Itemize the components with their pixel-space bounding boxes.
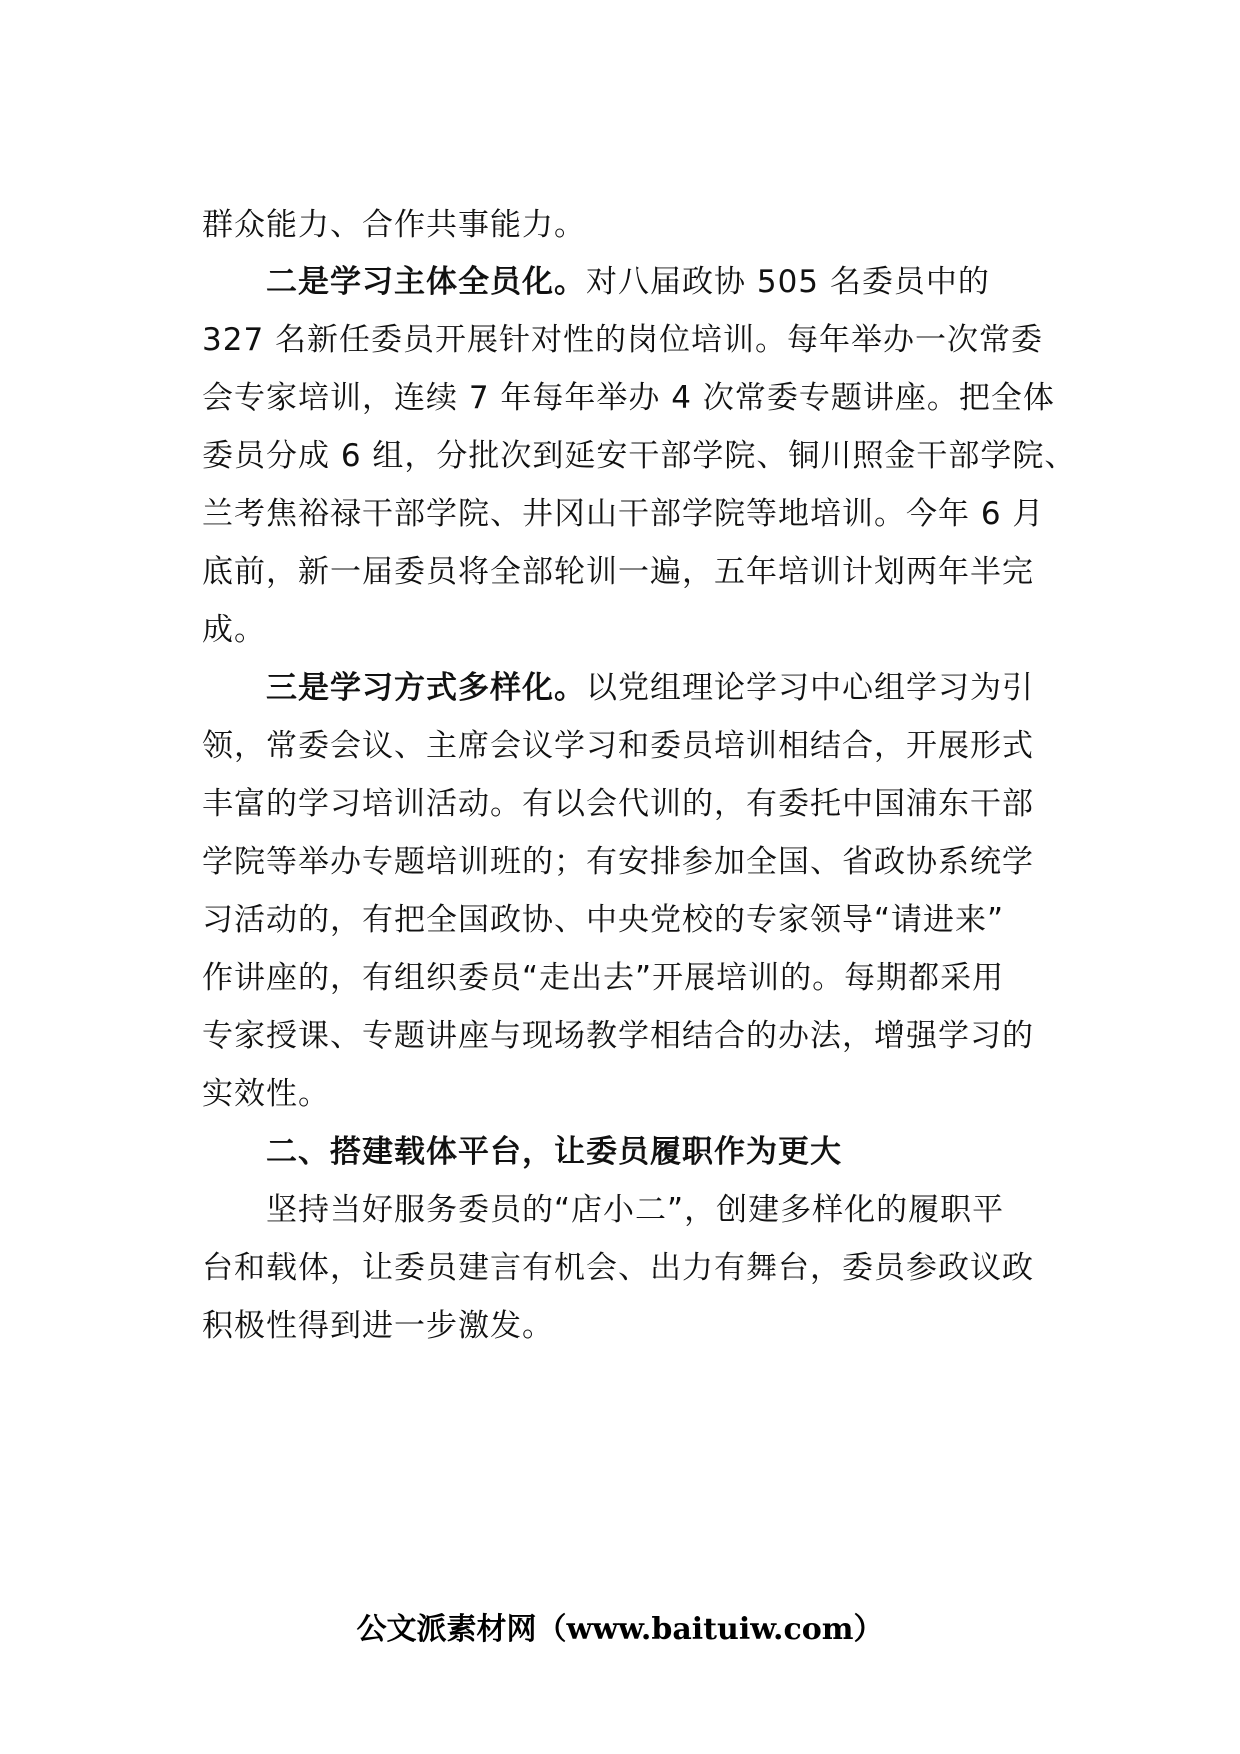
text-line: 作讲座的，有组织委员“走出去”开展培训的。每期都采用: [202, 960, 1005, 996]
text-line: 327 名新任委员开展针对性的岗位培训。每年举办一次常委: [202, 322, 1044, 358]
text-line: 底前，新一届委员将全部轮训一遍，五年培训计划两年半完: [202, 554, 1034, 590]
paragraph-line: [266, 666, 1082, 710]
text-span: 对八届政协 505 名委员中的: [586, 264, 990, 300]
text-line: 实效性。: [202, 1076, 330, 1112]
footer-source: 公文派素材网（www.baituiw.com）: [356, 1612, 884, 1647]
text-line: 成。: [202, 612, 266, 648]
text-line: 丰富的学习培训活动。有以会代训的，有委托中国浦东干部: [202, 786, 1034, 822]
text-line: 委员分成 6 组，分批次到延安干部学院、铜川照金干部学院、: [202, 438, 1077, 474]
text-line: 学院等举办专题培训班的；有安排参加全国、省政协系统学: [202, 844, 1034, 880]
paragraph-lead: 二是学习主体全员化。: [266, 264, 586, 300]
text-line: 坚持当好服务委员的“店小二”，创建多样化的履职平: [266, 1192, 1005, 1228]
text-line: 会专家培训，连续 7 年每年举办 4 次常委专题讲座。把全体: [202, 380, 1055, 416]
text-line: 领，常委会议、主席会议学习和委员培训相结合，开展形式: [202, 728, 1034, 764]
text-line: 专家授课、专题讲座与现场教学相结合的办法，增强学习的: [202, 1018, 1034, 1054]
paragraph-line: [266, 260, 1082, 304]
paragraph-lead: 三是学习方式多样化。: [266, 670, 586, 706]
text-line: 台和载体，让委员建言有机会、出力有舞台，委员参政议政: [202, 1250, 1034, 1286]
text-line: 群众能力、合作共事能力。: [202, 207, 586, 243]
text-line: 习活动的，有把全国政协、中央党校的专家领导“请进来”: [202, 902, 1005, 938]
section-heading: 二、搭建载体平台，让委员履职作为更大: [266, 1134, 842, 1170]
text-line: 兰考焦裕禄干部学院、井冈山干部学院等地培训。今年 6 月: [202, 496, 1045, 532]
text-line: 积极性得到进一步激发。: [202, 1308, 554, 1344]
text-span: 以党组理论学习中心组学习为引: [586, 670, 1034, 706]
